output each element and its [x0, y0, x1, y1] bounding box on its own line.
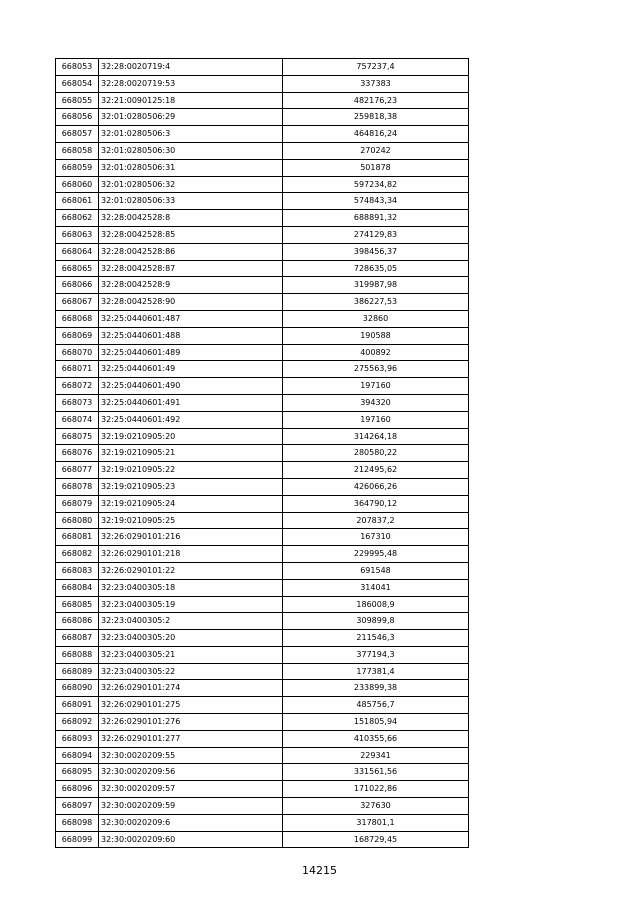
- cadastral-number-cell: 32:26:0290101:218: [99, 546, 283, 563]
- table-row: [56, 109, 469, 126]
- row-number-cell: 668098: [56, 814, 99, 831]
- table-row: [56, 126, 469, 143]
- value-cell: 728635,05: [283, 260, 469, 277]
- table-row: [56, 344, 469, 361]
- cadastral-number-cell: 32:25:0440601:490: [99, 378, 283, 395]
- table-row: [56, 260, 469, 277]
- value-cell: 398456,37: [283, 243, 469, 260]
- value-cell: 207837,2: [283, 512, 469, 529]
- cadastral-number-cell: 32:26:0290101:277: [99, 730, 283, 747]
- row-number-cell: 668062: [56, 210, 99, 227]
- table-row: [56, 747, 469, 764]
- row-number-cell: 668091: [56, 697, 99, 714]
- value-cell: 275563,96: [283, 361, 469, 378]
- row-number-cell: 668093: [56, 730, 99, 747]
- table-row: [56, 781, 469, 798]
- value-cell: 270242: [283, 142, 469, 159]
- value-cell: 327630: [283, 798, 469, 815]
- table-row: [56, 613, 469, 630]
- value-cell: 197160: [283, 378, 469, 395]
- value-cell: 319987,98: [283, 277, 469, 294]
- table-row: [56, 462, 469, 479]
- row-number-cell: 668055: [56, 92, 99, 109]
- table-row: [56, 579, 469, 596]
- value-cell: 386227,53: [283, 294, 469, 311]
- value-cell: 597234,82: [283, 176, 469, 193]
- row-number-cell: 668072: [56, 378, 99, 395]
- table-row: [56, 596, 469, 613]
- table-row: [56, 512, 469, 529]
- row-number-cell: 668067: [56, 294, 99, 311]
- cadastral-number-cell: 32:28:0042528:85: [99, 226, 283, 243]
- row-number-cell: 668073: [56, 394, 99, 411]
- cadastral-number-cell: 32:25:0440601:489: [99, 344, 283, 361]
- table-row: [56, 411, 469, 428]
- row-number-cell: 668064: [56, 243, 99, 260]
- cadastral-number-cell: 32:23:0400305:22: [99, 663, 283, 680]
- value-cell: 212495,62: [283, 462, 469, 479]
- row-number-cell: 668057: [56, 126, 99, 143]
- table-row: [56, 546, 469, 563]
- row-number-cell: 668096: [56, 781, 99, 798]
- value-cell: 32860: [283, 310, 469, 327]
- row-number-cell: 668080: [56, 512, 99, 529]
- table-row: [56, 663, 469, 680]
- value-cell: 314041: [283, 579, 469, 596]
- table-row: [56, 495, 469, 512]
- value-cell: 377194,3: [283, 646, 469, 663]
- cadastral-number-cell: 32:30:0020209:59: [99, 798, 283, 815]
- table-row: [56, 378, 469, 395]
- row-number-cell: 668081: [56, 529, 99, 546]
- value-cell: 197160: [283, 411, 469, 428]
- row-number-cell: 668089: [56, 663, 99, 680]
- row-number-cell: 668099: [56, 831, 99, 848]
- cadastral-number-cell: 32:26:0290101:22: [99, 562, 283, 579]
- table-row: [56, 59, 469, 76]
- cadastral-number-cell: 32:26:0290101:216: [99, 529, 283, 546]
- cadastral-number-cell: 32:19:0210905:24: [99, 495, 283, 512]
- cadastral-number-cell: 32:23:0400305:2: [99, 613, 283, 630]
- cadastral-number-cell: 32:19:0210905:23: [99, 478, 283, 495]
- row-number-cell: 668069: [56, 327, 99, 344]
- row-number-cell: 668053: [56, 59, 99, 76]
- table-row: [56, 764, 469, 781]
- row-number-cell: 668068: [56, 310, 99, 327]
- row-number-cell: 668061: [56, 193, 99, 210]
- row-number-cell: 668066: [56, 277, 99, 294]
- cadastral-number-cell: 32:28:0042528:90: [99, 294, 283, 311]
- table-row: [56, 630, 469, 647]
- value-cell: 280580,22: [283, 445, 469, 462]
- table-row: [56, 294, 469, 311]
- row-number-cell: 668083: [56, 562, 99, 579]
- cadastral-number-cell: 32:25:0440601:492: [99, 411, 283, 428]
- cadastral-number-cell: 32:01:0280506:31: [99, 159, 283, 176]
- table-row: [56, 798, 469, 815]
- cadastral-number-cell: 32:28:0020719:4: [99, 59, 283, 76]
- cadastral-number-cell: 32:01:0280506:3: [99, 126, 283, 143]
- row-number-cell: 668095: [56, 764, 99, 781]
- table-row: [56, 361, 469, 378]
- value-cell: 485756,7: [283, 697, 469, 714]
- registry-table: [55, 58, 469, 848]
- table-row: [56, 75, 469, 92]
- value-cell: 229341: [283, 747, 469, 764]
- row-number-cell: 668078: [56, 478, 99, 495]
- cadastral-number-cell: 32:23:0400305:21: [99, 646, 283, 663]
- cadastral-number-cell: 32:25:0440601:487: [99, 310, 283, 327]
- cadastral-number-cell: 32:01:0280506:29: [99, 109, 283, 126]
- cadastral-number-cell: 32:26:0290101:276: [99, 714, 283, 731]
- value-cell: 168729,45: [283, 831, 469, 848]
- value-cell: 691548: [283, 562, 469, 579]
- cadastral-number-cell: 32:01:0280506:30: [99, 142, 283, 159]
- row-number-cell: 668088: [56, 646, 99, 663]
- table-row: [56, 646, 469, 663]
- page-number: 14215: [302, 864, 337, 877]
- value-cell: 259818,38: [283, 109, 469, 126]
- table-row: [56, 277, 469, 294]
- table-row: [56, 814, 469, 831]
- value-cell: 309899,8: [283, 613, 469, 630]
- table-row: [56, 529, 469, 546]
- row-number-cell: 668079: [56, 495, 99, 512]
- value-cell: 229995,48: [283, 546, 469, 563]
- value-cell: 337383: [283, 75, 469, 92]
- table-row: [56, 831, 469, 848]
- value-cell: 410355,66: [283, 730, 469, 747]
- table-row: [56, 714, 469, 731]
- table-row: [56, 210, 469, 227]
- row-number-cell: 668063: [56, 226, 99, 243]
- value-cell: 331561,56: [283, 764, 469, 781]
- table-row: [56, 176, 469, 193]
- cadastral-number-cell: 32:21:0090125:18: [99, 92, 283, 109]
- cadastral-number-cell: 32:26:0290101:274: [99, 680, 283, 697]
- cadastral-number-cell: 32:30:0020209:57: [99, 781, 283, 798]
- cadastral-number-cell: 32:23:0400305:18: [99, 579, 283, 596]
- value-cell: 211546,3: [283, 630, 469, 647]
- row-number-cell: 668058: [56, 142, 99, 159]
- table-row: [56, 730, 469, 747]
- value-cell: 400892: [283, 344, 469, 361]
- value-cell: 171022,86: [283, 781, 469, 798]
- value-cell: 574843,34: [283, 193, 469, 210]
- row-number-cell: 668087: [56, 630, 99, 647]
- table-row: [56, 445, 469, 462]
- cadastral-number-cell: 32:28:0042528:9: [99, 277, 283, 294]
- table-row: [56, 697, 469, 714]
- cadastral-number-cell: 32:30:0020209:55: [99, 747, 283, 764]
- cadastral-number-cell: 32:28:0020719:53: [99, 75, 283, 92]
- value-cell: 688891,32: [283, 210, 469, 227]
- cadastral-number-cell: 32:01:0280506:33: [99, 193, 283, 210]
- registry-table-body: [56, 59, 469, 848]
- row-number-cell: 668092: [56, 714, 99, 731]
- value-cell: 186008,9: [283, 596, 469, 613]
- value-cell: 314264,18: [283, 428, 469, 445]
- row-number-cell: 668094: [56, 747, 99, 764]
- cadastral-number-cell: 32:19:0210905:20: [99, 428, 283, 445]
- cadastral-number-cell: 32:25:0440601:49: [99, 361, 283, 378]
- row-number-cell: 668077: [56, 462, 99, 479]
- value-cell: 482176,23: [283, 92, 469, 109]
- table-row: [56, 142, 469, 159]
- cadastral-number-cell: 32:01:0280506:32: [99, 176, 283, 193]
- value-cell: 233899,38: [283, 680, 469, 697]
- cadastral-number-cell: 32:30:0020209:6: [99, 814, 283, 831]
- cadastral-number-cell: 32:28:0042528:8: [99, 210, 283, 227]
- row-number-cell: 668065: [56, 260, 99, 277]
- row-number-cell: 668082: [56, 546, 99, 563]
- table-row: [56, 226, 469, 243]
- cadastral-number-cell: 32:28:0042528:87: [99, 260, 283, 277]
- cadastral-number-cell: 32:30:0020209:60: [99, 831, 283, 848]
- row-number-cell: 668074: [56, 411, 99, 428]
- row-number-cell: 668056: [56, 109, 99, 126]
- row-number-cell: 668076: [56, 445, 99, 462]
- value-cell: 317801,1: [283, 814, 469, 831]
- row-number-cell: 668090: [56, 680, 99, 697]
- cadastral-number-cell: 32:26:0290101:275: [99, 697, 283, 714]
- row-number-cell: 668084: [56, 579, 99, 596]
- table-row: [56, 327, 469, 344]
- cadastral-number-cell: 32:19:0210905:21: [99, 445, 283, 462]
- table-row: [56, 193, 469, 210]
- row-number-cell: 668070: [56, 344, 99, 361]
- cadastral-number-cell: 32:19:0210905:25: [99, 512, 283, 529]
- cadastral-number-cell: 32:30:0020209:56: [99, 764, 283, 781]
- value-cell: 190588: [283, 327, 469, 344]
- cadastral-number-cell: 32:23:0400305:20: [99, 630, 283, 647]
- value-cell: 394320: [283, 394, 469, 411]
- table-row: [56, 478, 469, 495]
- value-cell: 501878: [283, 159, 469, 176]
- table-row: [56, 680, 469, 697]
- row-number-cell: 668060: [56, 176, 99, 193]
- cadastral-number-cell: 32:28:0042528:86: [99, 243, 283, 260]
- value-cell: 151805,94: [283, 714, 469, 731]
- row-number-cell: 668054: [56, 75, 99, 92]
- value-cell: 167310: [283, 529, 469, 546]
- row-number-cell: 668071: [56, 361, 99, 378]
- table-row: [56, 159, 469, 176]
- table-row: [56, 310, 469, 327]
- value-cell: 177381,4: [283, 663, 469, 680]
- table-row: [56, 428, 469, 445]
- row-number-cell: 668086: [56, 613, 99, 630]
- row-number-cell: 668097: [56, 798, 99, 815]
- cadastral-number-cell: 32:25:0440601:488: [99, 327, 283, 344]
- row-number-cell: 668085: [56, 596, 99, 613]
- row-number-cell: 668059: [56, 159, 99, 176]
- value-cell: 426066,26: [283, 478, 469, 495]
- table-row: [56, 243, 469, 260]
- cadastral-number-cell: 32:25:0440601:491: [99, 394, 283, 411]
- table-row: [56, 562, 469, 579]
- value-cell: 274129,83: [283, 226, 469, 243]
- cadastral-number-cell: 32:19:0210905:22: [99, 462, 283, 479]
- row-number-cell: 668075: [56, 428, 99, 445]
- value-cell: 464816,24: [283, 126, 469, 143]
- cadastral-number-cell: 32:23:0400305:19: [99, 596, 283, 613]
- table-row: [56, 394, 469, 411]
- value-cell: 364790,12: [283, 495, 469, 512]
- table-row: [56, 92, 469, 109]
- value-cell: 757237,4: [283, 59, 469, 76]
